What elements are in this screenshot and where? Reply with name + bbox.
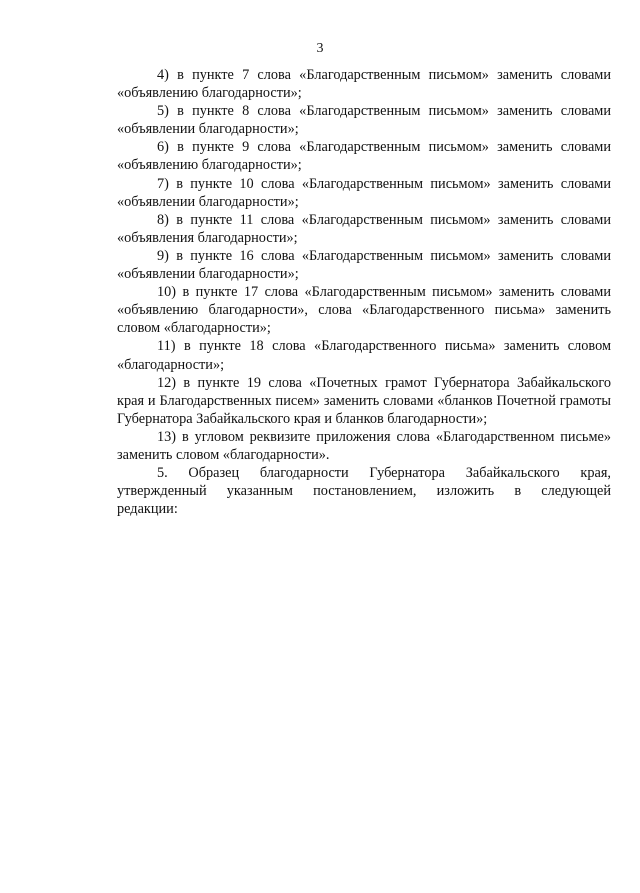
- document-body: [117, 66, 611, 518]
- amendment-item-5: 5) в пункте 8 слова «Благодарственным письмом» заменить словами «объявлении благодарности»;: [117, 103, 611, 138]
- page-number: 3: [316, 41, 324, 56]
- amendment-item-11: 11) в пункте 18 слова «Благодарственного письма» заменить словом «благодарности»;: [117, 338, 611, 373]
- amendment-item-13: 13) в угловом реквизите приложения слова «Благодарственном письме» заменить словом «благодарности».: [117, 428, 611, 463]
- section-5-paragraph: 5. Образец благодарности Губернатора Забайкальского края, утвержденный указанным постановлением, изложить в следующей редакции:: [117, 465, 611, 518]
- amendment-item-4: 4) в пункте 7 слова «Благодарственным письмом» заменить словами «объявлению благодарности»;: [117, 67, 611, 102]
- amendment-item-9: 9) в пункте 16 слова «Благодарственным письмом» заменить словами «объявлении благодарности»;: [117, 247, 611, 283]
- amendment-item-10: 10) в пункте 17 слова «Благодарственным письмом» заменить словами «объявлению благодарности», слова «Благодарственного письма» заменить словом «благодарности»;: [117, 284, 611, 337]
- amendment-item-12: 12) в пункте 19 слова «Почетных грамот Губернатора Забайкальского края и Благодарственных писем» заменить словами «бланков Почетной грамоты Губернатора Забайкальского края и бланков благодарности»;: [117, 374, 611, 427]
- amendment-item-6: 6) в пункте 9 слова «Благодарственным письмом» заменить словами «объявлению благодарности»;: [117, 139, 611, 174]
- amendment-item-7: 7) в пункте 10 слова «Благодарственным письмом» заменить словами «объявлении благодарности»;: [117, 175, 611, 210]
- amendment-item-8: 8) в пункте 11 слова «Благодарственным письмом» заменить словами «объявления благодарности»;: [117, 211, 611, 246]
